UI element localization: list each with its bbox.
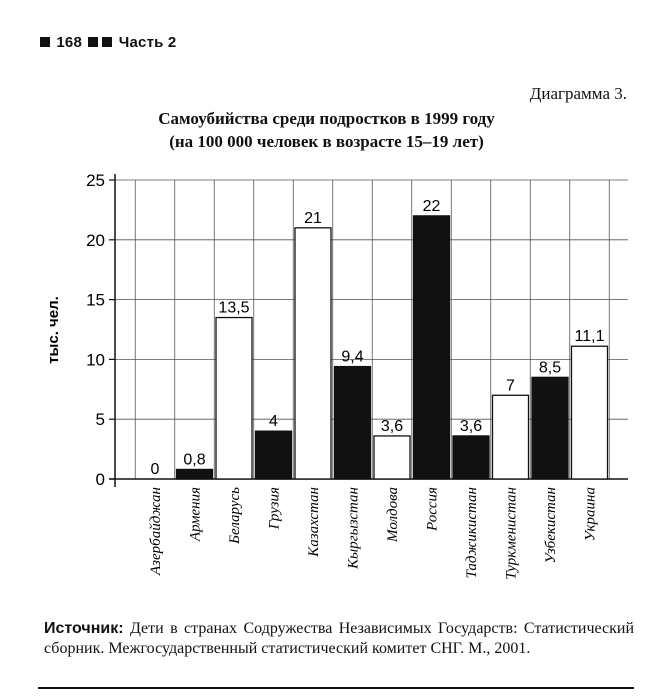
bar: [256, 431, 292, 479]
category-label: Украина: [582, 487, 599, 542]
y-tick-label: 10: [86, 350, 105, 370]
category-label: Таджикистан: [464, 487, 480, 579]
bar: [493, 395, 529, 479]
y-tick-label: 20: [86, 230, 105, 250]
page-number: 168: [56, 34, 83, 51]
bar: [374, 436, 410, 479]
bar: [532, 377, 568, 479]
category-label: Азербайджан: [148, 487, 164, 576]
source-label: Источник:: [44, 620, 124, 637]
data-label: 8,5: [538, 359, 562, 377]
data-label: 0: [150, 461, 160, 478]
bottom-rule: [38, 687, 634, 689]
category-label: Молдова: [385, 487, 401, 542]
source-note: [44, 619, 634, 659]
category-label: Узбекистан: [543, 487, 559, 564]
source-text: Дети в странах Содружества Независимых Государств: Статистический сборник. Межгосударственный статистический комитет СНГ. М., 2001.: [44, 620, 635, 657]
section-name: Часть 2: [118, 34, 177, 51]
category-label: Грузия: [266, 487, 283, 530]
category-label: Россия: [424, 487, 441, 531]
y-axis-label: тыс. чел.: [45, 296, 62, 364]
data-label: 3,6: [459, 417, 483, 435]
chart-subtitle: (на 100 000 человек в возрасте 15–19 лет): [169, 132, 484, 151]
chart-title: Самоубийства среди подростков в 1999 году: [158, 109, 495, 128]
bar: [572, 346, 608, 479]
bar: [295, 228, 331, 479]
data-label: 9,4: [341, 348, 364, 366]
data-label: 0,8: [183, 451, 206, 469]
category-label: Армения: [187, 487, 204, 542]
y-tick-label: 0: [95, 470, 105, 489]
category-label: Беларусь: [227, 487, 243, 544]
data-label: 4: [269, 413, 278, 431]
category-label: Туркменистан: [503, 487, 520, 580]
bar: [335, 367, 371, 479]
y-tick-label: 25: [86, 171, 105, 190]
category-label: Кыргызстан: [345, 487, 362, 569]
data-label: 21: [304, 209, 322, 227]
data-label: 11,1: [574, 328, 605, 346]
data-label: 22: [422, 197, 441, 215]
data-label: 7: [506, 377, 515, 395]
data-label: 13,5: [218, 299, 250, 317]
category-label: Казахстан: [306, 487, 322, 557]
bar: [453, 436, 489, 479]
y-tick-label: 5: [95, 410, 105, 430]
y-tick-label: 15: [86, 290, 105, 310]
bar: [414, 216, 450, 479]
figure-label: Диаграмма 3.: [529, 84, 627, 103]
bar: [216, 318, 252, 479]
bar: [177, 469, 213, 479]
data-label: 3,6: [380, 417, 404, 435]
